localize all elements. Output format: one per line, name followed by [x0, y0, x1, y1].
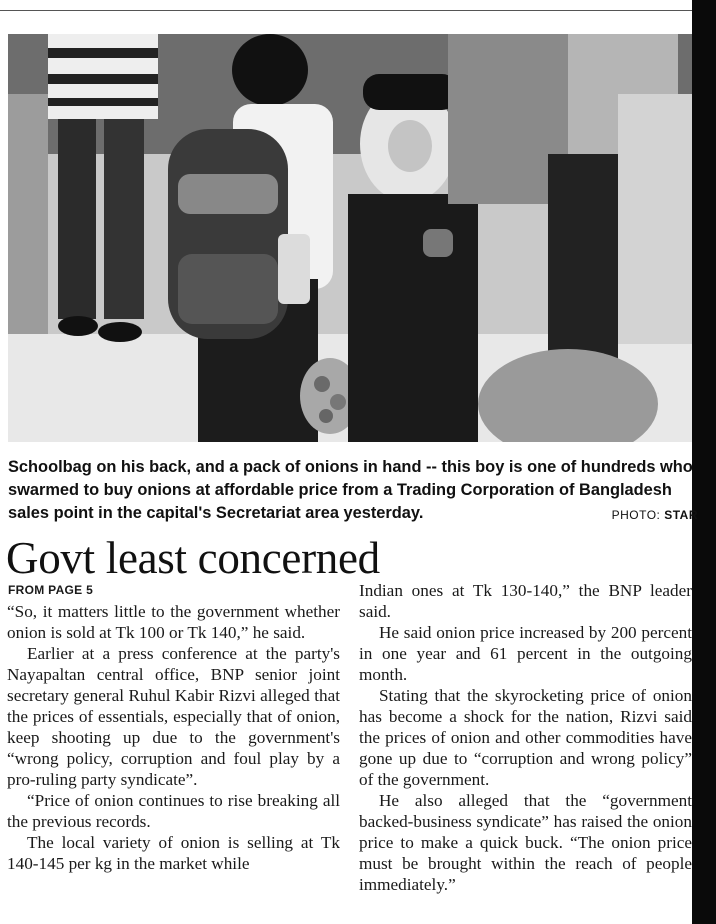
paragraph: Indian ones at Tk 130-140,” the BNP leader said. [359, 581, 692, 621]
paragraph: “Price of onion continues to rise breaking all the previous records. [7, 791, 340, 831]
paragraph: “So, it matters little to the government whether onion is sold at Tk 100 or Tk 140,” he said. [7, 602, 340, 642]
top-rule [0, 10, 692, 11]
photo-credit [612, 504, 698, 527]
continued-from-label: FROM PAGE 5 [8, 583, 94, 597]
caption-text: Schoolbag on his back, and a pack of onions in hand -- this boy is one of hundreds who swarmed to buy onions at affordable price from a Trading Corporation of Bangladesh sales point in the capital's Secretariat area yesterday. [8, 458, 693, 522]
article-column-1 [7, 601, 340, 874]
paragraph: Earlier at a press conference at the party's Nayapaltan central office, BNP senior joint secretary general Ruhul Kabir Rizvi alleged that the prices of essentials, especially that of onion, keep shooting up due to the government's “wrong policy, corruption and foul play by a pro-ruling party syndicate”. [7, 644, 340, 789]
credit-prefix: PHOTO: [611, 508, 661, 522]
paragraph: He said onion price increased by 200 percent in one year and 61 percent in the outgoing month. [359, 623, 692, 684]
credit-source: STAR [664, 508, 698, 522]
news-photo [8, 34, 692, 442]
photo-caption [8, 456, 698, 527]
headline: Govt least concerned [6, 533, 380, 583]
paragraph: The local variety of onion is selling at Tk 140-145 per kg in the market while [7, 833, 340, 873]
article-column-2 [359, 580, 692, 895]
paragraph: Stating that the skyrocketing price of onion has become a shock for the nation, Rizvi said the prices of onion and other commodities have gone up due to “corruption and wrong policy” of the government. [359, 686, 692, 789]
paragraph: He also alleged that the “government backed-business syndicate” has raised the onion price to make a quick buck. “The onion price must be brought within the reach of people immediately.” [359, 791, 692, 894]
